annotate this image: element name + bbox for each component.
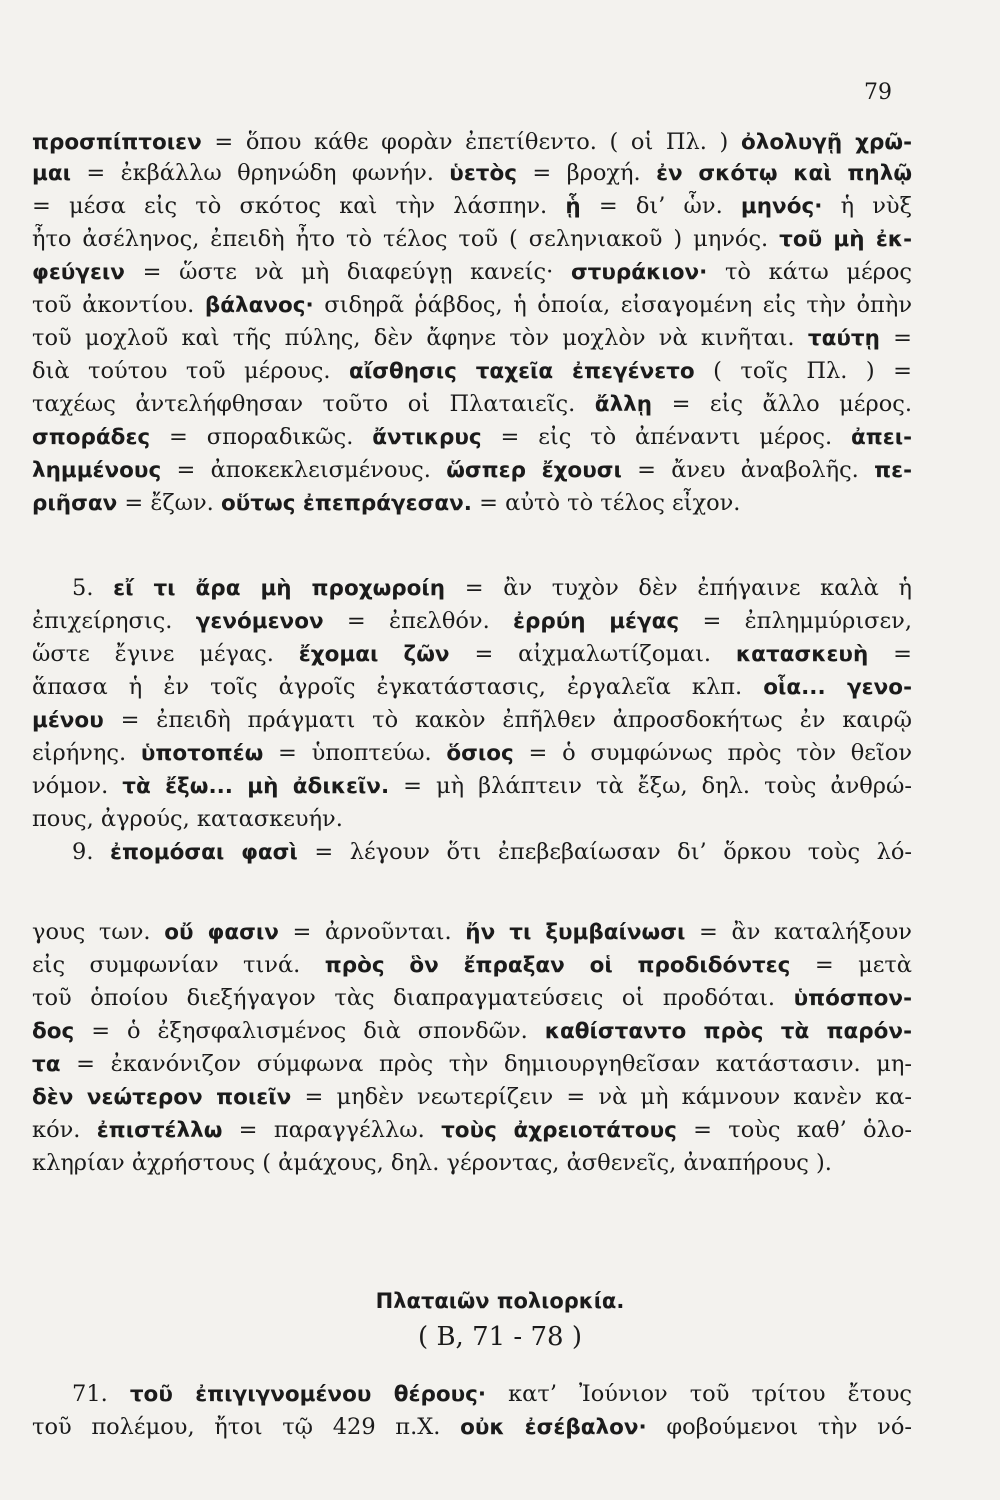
gloss: = βροχή. <box>517 160 657 186</box>
gloss: 9. <box>72 839 110 865</box>
lemma: οὐκ ἐσέβαλον· <box>460 1415 647 1440</box>
gloss: = εἰς ἄλλο μέρος. <box>652 391 912 417</box>
gloss: = ὑποπτεύω. <box>263 740 447 766</box>
lemma: ὑπόσπον- <box>793 986 912 1011</box>
lemma: τα <box>32 1052 61 1077</box>
text-line <box>32 356 912 387</box>
gloss: = λέγουν ὅτι ἐπεβεβαίωσαν δι’ ὅρκου τοὺς λό- <box>297 839 912 865</box>
lemma: ᾗ <box>565 194 581 219</box>
text-line <box>72 573 912 604</box>
text-line <box>32 257 912 288</box>
gloss: τοῦ πολέμου, ἤτοι τῷ 429 π.Χ. <box>32 1414 461 1440</box>
text-line <box>32 224 912 255</box>
lemma: μένου <box>32 708 104 733</box>
lemma: βάλανος· <box>204 293 314 318</box>
gloss: τὸ κάτω μέρος <box>707 259 912 285</box>
text-line <box>32 323 912 354</box>
gloss: διὰ τούτου τοῦ μέρους. <box>32 358 350 384</box>
gloss: νόμον. <box>32 773 123 799</box>
gloss: = ἐπειδὴ πράγματι τὸ κακὸν ἐπῆλθεν ἀπροσδοκήτως ἐν καιρῷ <box>103 707 912 733</box>
page-number: 79 <box>864 80 892 105</box>
gloss: ἦτο ἀσέληνος, ἐπειδὴ ἦτο τὸ τέλος τοῦ ( σεληνιακοῦ ) μηνός. <box>32 226 780 252</box>
gloss: κληρίαν ἀχρήστους ( ἀμάχους, δηλ. γέροντας, ἀσθενεῖς, ἀναπήρους ). <box>32 1150 832 1176</box>
lemma: δὲν νεώτερον ποιεῖν <box>32 1085 292 1110</box>
gloss: = ἂν τυχὸν δὲν ἐπήγαινε καλὰ ἡ <box>445 575 912 601</box>
gloss: 5. <box>72 575 114 601</box>
lemma: σποράδες <box>32 425 151 450</box>
section-reference: ( Β, 71 - 78 ) <box>418 1322 582 1352</box>
text-line <box>32 455 912 486</box>
text-line <box>32 422 912 453</box>
gloss: σιδηρᾶ ῥάβδος, ἡ ὁποία, εἰσαγομένη εἰς τὴν ὀπὴν <box>313 292 912 318</box>
gloss: = σποραδικῶς. <box>150 424 373 450</box>
gloss: γους των. <box>32 919 165 945</box>
lemma: στυράκιον· <box>570 260 708 285</box>
lemma: ἐπομόσαι φασὶ <box>110 840 298 865</box>
lemma: καθίσταντο πρὸς τὰ παρόν- <box>544 1019 912 1044</box>
gloss: = ἀρνοῦνται. <box>278 919 466 945</box>
text-line <box>32 738 912 769</box>
gloss: πους, ἀγρούς, κατασκευήν. <box>32 806 343 832</box>
lemma: μηνός· <box>740 194 823 219</box>
gloss: = ὥστε νὰ μὴ διαφεύγῃ κανείς· <box>124 259 571 285</box>
lemma: μαι <box>32 161 71 186</box>
text-line <box>32 705 912 736</box>
text-line <box>32 606 912 637</box>
gloss: ἡ νὺξ <box>822 193 912 219</box>
text-line <box>32 191 912 222</box>
gloss: = ἐπλημμύρισεν, <box>679 608 912 634</box>
lemma: ἔχομαι ζῶν <box>298 642 450 667</box>
gloss: = εἰς τὸ ἀπέναντι μέρος. <box>481 424 851 450</box>
gloss: = ἐκανόνιζον σύμφωνα πρὸς τὴν δημιουργηθεῖσαν κατάστασιν. μη- <box>60 1051 912 1077</box>
lemma: ὑποτοπέω <box>140 741 264 766</box>
text-line <box>32 488 912 519</box>
text-line <box>32 1016 912 1047</box>
lemma: τοῦ ἐπιγιγνομένου θέρους· <box>129 1382 487 1407</box>
lemma: πε- <box>874 458 912 483</box>
gloss: = ἂν καταλήξουν <box>685 919 912 945</box>
lemma: τοῦ μὴ ἐκ- <box>779 227 912 252</box>
gloss: τοῦ μοχλοῦ καὶ τῆς πύλης, δὲν ἄφηνε τὸν μοχλὸν νὰ κινῆται. <box>32 325 808 351</box>
text-line <box>32 290 912 321</box>
gloss: = ἀποκεκλεισμένους. <box>161 457 447 483</box>
gloss: ἅπασα ἡ ἐν τοῖς ἀγροῖς ἐγκατάστασις, ἐργαλεῖα κλπ. <box>32 674 764 700</box>
text-line <box>32 639 912 670</box>
lemma: ριῆσαν <box>32 491 118 516</box>
lemma: τὰ ἔξω... μὴ ἀδικεῖν. <box>122 774 390 799</box>
gloss: = ἐκβάλλω θρηνώδη φωνήν. <box>70 160 450 186</box>
gloss: = <box>868 641 912 667</box>
text-line <box>32 771 912 802</box>
lemma: ἄλλῃ <box>594 392 653 417</box>
lemma: εἴ τι ἄρα μὴ προχωροίη <box>113 576 446 601</box>
lemma: ὀλολυγῇ χρῶ- <box>740 130 912 155</box>
text-line <box>32 983 912 1014</box>
text-line <box>72 837 912 868</box>
gloss: ἐπιχείρησις. <box>32 608 196 634</box>
text-line <box>32 1082 912 1113</box>
gloss: = ὅπου κάθε φορὰν ἐπετίθεντο. ( οἱ Πλ. ) <box>201 129 741 155</box>
gloss: = μετὰ <box>790 952 912 978</box>
gloss: ὥστε ἔγινε μέγας. <box>32 641 299 667</box>
text-line <box>32 1115 912 1146</box>
gloss: ταχέως ἀντελήφθησαν τοῦτο οἱ Πλαταιεῖς. <box>32 391 595 417</box>
text-line <box>32 389 912 420</box>
text-line <box>32 804 912 835</box>
lemma: οὔ φασιν <box>164 920 279 945</box>
lemma: ὅσιος <box>446 741 514 766</box>
lemma: οὕτως ἐπεπράγεσαν. <box>221 491 472 516</box>
text-line <box>72 1379 912 1410</box>
gloss: ( τοῖς Πλ. ) = <box>694 358 912 384</box>
gloss: = τοὺς καθ’ ὁλο- <box>676 1117 912 1143</box>
text-line <box>32 917 912 948</box>
lemma: τοὺς ἀχρειοτάτους <box>441 1118 677 1143</box>
section-title: Πλαταιῶν πολιορκία. <box>375 1289 625 1313</box>
gloss: = μέσα εἰς τὸ σκότος καὶ τὴν λάσπην. <box>32 193 566 219</box>
text-line <box>32 1412 912 1443</box>
gloss: τοῦ ὁποίου διεξήγαγον τὰς διαπραγματεύσεις οἱ προδόται. <box>32 985 794 1011</box>
lemma: προσπίπτοιεν <box>32 130 202 155</box>
lemma: γενόμενον <box>195 609 324 634</box>
text-line <box>32 127 912 158</box>
text-line <box>32 672 912 703</box>
lemma: ὥσπερ ἔχουσι <box>446 458 622 483</box>
gloss: 71. <box>72 1381 130 1407</box>
lemma: ἐπιστέλλω <box>96 1118 223 1143</box>
text-line <box>32 1049 912 1080</box>
lemma: αἴσθησις ταχεῖα ἐπεγένετο <box>349 359 695 384</box>
lemma: ταύτῃ <box>807 326 880 351</box>
lemma: λημμένους <box>32 458 162 483</box>
gloss: = ὁ ἐξησφαλισμένος διὰ σπονδῶν. <box>74 1018 545 1044</box>
lemma: φεύγειν <box>32 260 125 285</box>
gloss: = ἄνευ ἀναβολῆς. <box>621 457 875 483</box>
lemma: οἷα... γενο- <box>763 675 912 700</box>
gloss: κατ’ Ἰούνιον τοῦ τρίτου ἔτους <box>486 1381 912 1407</box>
text-line <box>32 950 912 981</box>
text-line <box>32 1148 912 1179</box>
gloss: = αὐτὸ τὸ τέλος εἶχον. <box>471 490 741 516</box>
gloss: = ἐπελθόν. <box>323 608 514 634</box>
gloss: = ἔζων. <box>117 490 221 516</box>
gloss: = μὴ βλάπτειν τὰ ἔξω, δηλ. τοὺς ἀνθρώ- <box>389 773 912 799</box>
gloss: κόν. <box>32 1117 97 1143</box>
lemma: ὑετὸς <box>449 161 518 186</box>
gloss: = <box>879 325 912 351</box>
lemma: δος <box>32 1019 75 1044</box>
gloss: = δι’ ὧν. <box>580 193 741 219</box>
gloss: φοβούμενοι τὴν νό- <box>646 1414 912 1440</box>
gloss: = αἰχμαλωτίζομαι. <box>449 641 736 667</box>
gloss: εἰρήνης. <box>32 740 141 766</box>
lemma: ἤν τι ξυμβαίνωσι <box>465 920 686 945</box>
lemma: ἐρρύη μέγας <box>513 609 680 634</box>
lemma: ἐν σκότῳ καὶ πηλῷ <box>656 161 912 186</box>
gloss: εἰς συμφωνίαν τινά. <box>32 952 325 978</box>
gloss: = ὁ συμφώνως πρὸς τὸν θεῖον <box>513 740 912 766</box>
lemma: πρὸς ὃν ἔπραξαν οἱ προδιδόντες <box>324 953 791 978</box>
gloss: τοῦ ἀκοντίου. <box>32 292 205 318</box>
lemma: κατασκευὴ <box>735 642 869 667</box>
lemma: ἄντικρυς <box>372 425 482 450</box>
lemma: ἀπει- <box>850 425 912 450</box>
gloss: = παραγγέλλω. <box>222 1117 442 1143</box>
text-line <box>32 158 912 189</box>
gloss: = μηδὲν νεωτερίζειν = νὰ μὴ κάμνουν κανὲν κα- <box>291 1084 912 1110</box>
